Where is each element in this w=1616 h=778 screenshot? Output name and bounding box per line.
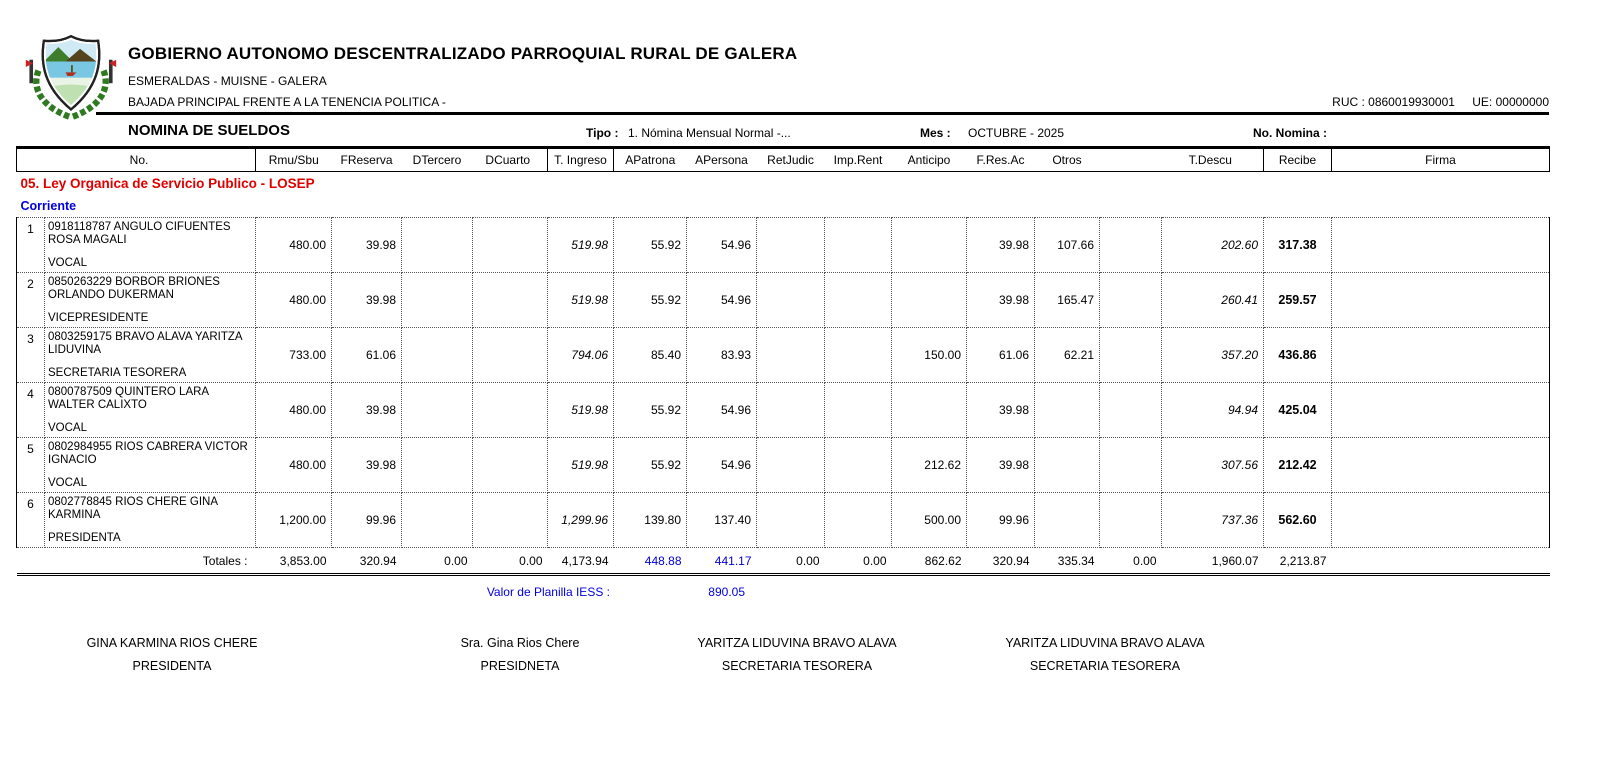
imprent-cell bbox=[825, 273, 892, 328]
retjudic-cell bbox=[757, 383, 825, 438]
employee-id-name: 0918118787 ANGULO CIFUENTES ROSA MAGALI bbox=[48, 220, 231, 246]
dcuarto-cell bbox=[473, 328, 548, 383]
col-header-blank bbox=[1100, 148, 1162, 172]
total-otros: 335.34 bbox=[1035, 548, 1100, 575]
employee-row bbox=[17, 493, 1550, 548]
employee-name-wrap bbox=[45, 494, 255, 547]
dtercero-cell bbox=[402, 493, 473, 548]
apatrona-cell: 55.92 bbox=[614, 273, 687, 328]
fresac-cell: 39.98 bbox=[967, 218, 1035, 273]
employee-name-cell bbox=[45, 218, 256, 273]
extra-cell bbox=[1100, 218, 1162, 273]
tdescu-cell: 202.60 bbox=[1162, 218, 1264, 273]
apersona-cell: 54.96 bbox=[687, 438, 757, 493]
dcuarto-cell bbox=[473, 218, 548, 273]
firma-cell bbox=[1332, 383, 1550, 438]
employee-row bbox=[17, 383, 1550, 438]
dtercero-cell bbox=[402, 438, 473, 493]
imprent-cell bbox=[825, 328, 892, 383]
org-coat-of-arms-logo bbox=[24, 32, 118, 120]
imprent-cell bbox=[825, 218, 892, 273]
col-header-tdescu: T.Descu bbox=[1162, 148, 1264, 172]
tingreso-cell: 519.98 bbox=[548, 383, 614, 438]
col-header-apersona: APersona bbox=[687, 148, 757, 172]
tingreso-cell: 519.98 bbox=[548, 273, 614, 328]
freserva-cell: 39.98 bbox=[332, 218, 402, 273]
employee-position: PRESIDENTA bbox=[48, 531, 121, 544]
total-dcuarto: 0.00 bbox=[473, 548, 548, 575]
otros-cell bbox=[1035, 383, 1100, 438]
tdescu-cell: 260.41 bbox=[1162, 273, 1264, 328]
fresac-cell: 39.98 bbox=[967, 273, 1035, 328]
dcuarto-cell bbox=[473, 383, 548, 438]
otros-cell bbox=[1035, 493, 1100, 548]
col-header-firma: Firma bbox=[1332, 148, 1550, 172]
anticipo-cell: 500.00 bbox=[892, 493, 967, 548]
dtercero-cell bbox=[402, 273, 473, 328]
tipo-label: Tipo : bbox=[586, 126, 619, 140]
freserva-cell: 99.96 bbox=[332, 493, 402, 548]
otros-cell: 165.47 bbox=[1035, 273, 1100, 328]
apersona-cell: 54.96 bbox=[687, 383, 757, 438]
anticipo-cell: 212.62 bbox=[892, 438, 967, 493]
retjudic-cell bbox=[757, 328, 825, 383]
employee-position: SECRETARIA TESORERA bbox=[48, 366, 187, 379]
employee-position: VOCAL bbox=[48, 476, 87, 489]
freserva-cell: 39.98 bbox=[332, 273, 402, 328]
total-apersona: 441.17 bbox=[687, 548, 757, 575]
anticipo-cell bbox=[892, 383, 967, 438]
total-extra: 0.00 bbox=[1100, 548, 1162, 575]
tdescu-cell: 307.56 bbox=[1162, 438, 1264, 493]
tdescu-cell: 357.20 bbox=[1162, 328, 1264, 383]
imprent-cell bbox=[825, 438, 892, 493]
apersona-cell: 83.93 bbox=[687, 328, 757, 383]
firma-cell bbox=[1332, 493, 1550, 548]
apersona-cell: 54.96 bbox=[687, 218, 757, 273]
mes-label: Mes : bbox=[920, 126, 951, 140]
otros-cell: 62.21 bbox=[1035, 328, 1100, 383]
col-header-otros: Otros bbox=[1035, 148, 1100, 172]
col-header-recibe: Recibe bbox=[1264, 148, 1332, 172]
signature-name: YARITZA LIDUVINA BRAVO ALAVA bbox=[697, 636, 897, 650]
total-fresac: 320.94 bbox=[967, 548, 1035, 575]
rmu-cell: 480.00 bbox=[256, 273, 332, 328]
employee-position: VOCAL bbox=[48, 256, 87, 269]
total-anticipo: 862.62 bbox=[892, 548, 967, 575]
imprent-cell bbox=[825, 493, 892, 548]
tingreso-cell: 519.98 bbox=[548, 218, 614, 273]
row-number-cell: 3 bbox=[17, 328, 45, 383]
anticipo-cell: 150.00 bbox=[892, 328, 967, 383]
employee-name-cell bbox=[45, 328, 256, 383]
col-header-no: No. bbox=[17, 148, 256, 172]
employee-row bbox=[17, 328, 1550, 383]
planilla-iess-value: 890.05 bbox=[708, 585, 745, 599]
report-title: NOMINA DE SUELDOS bbox=[128, 122, 290, 139]
section-title: 05. Ley Organica de Servicio Publico - LOSEP bbox=[20, 175, 315, 191]
dcuarto-cell bbox=[473, 493, 548, 548]
col-header-freserva: FReserva bbox=[332, 148, 402, 172]
col-header-dtercero: DTercero bbox=[402, 148, 473, 172]
ruc-value: RUC : 0860019930001 bbox=[1332, 95, 1455, 109]
dcuarto-cell bbox=[473, 273, 548, 328]
employee-row bbox=[17, 273, 1550, 328]
employee-name-wrap bbox=[45, 219, 255, 272]
extra-cell bbox=[1100, 438, 1162, 493]
employee-name-wrap bbox=[45, 329, 255, 382]
total-freserva: 320.94 bbox=[332, 548, 402, 575]
dtercero-cell bbox=[402, 218, 473, 273]
group-title-row bbox=[17, 195, 1550, 218]
employee-id-name: 0802984955 RIOS CABRERA VICTOR IGNACIO bbox=[48, 440, 248, 466]
row-number-cell: 5 bbox=[17, 438, 45, 493]
apersona-cell: 54.96 bbox=[687, 273, 757, 328]
signature-block bbox=[945, 636, 1265, 673]
employee-row bbox=[17, 438, 1550, 493]
signature-title: PRESIDNETA bbox=[480, 659, 560, 673]
freserva-cell: 61.06 bbox=[332, 328, 402, 383]
recibe-cell: 317.38 bbox=[1264, 218, 1332, 273]
rmu-cell: 480.00 bbox=[256, 218, 332, 273]
otros-cell bbox=[1035, 438, 1100, 493]
col-header-dcuarto: DCuarto bbox=[473, 148, 548, 172]
tdescu-cell: 737.36 bbox=[1162, 493, 1264, 548]
header-divider bbox=[96, 112, 1549, 115]
tdescu-cell: 94.94 bbox=[1162, 383, 1264, 438]
fresac-cell: 99.96 bbox=[967, 493, 1035, 548]
col-header-rmu-sbu: Rmu/Sbu bbox=[256, 148, 332, 172]
col-header-imprent: Imp.Rent bbox=[825, 148, 892, 172]
table-header-row bbox=[17, 148, 1550, 172]
apatrona-cell: 139.80 bbox=[614, 493, 687, 548]
fresac-cell: 39.98 bbox=[967, 383, 1035, 438]
nomina-number-label: No. Nomina : bbox=[1253, 126, 1327, 140]
total-imprent: 0.00 bbox=[825, 548, 892, 575]
ruc-line bbox=[1332, 95, 1549, 109]
row-number-cell: 6 bbox=[17, 493, 45, 548]
tingreso-cell: 519.98 bbox=[548, 438, 614, 493]
apatrona-cell: 85.40 bbox=[614, 328, 687, 383]
row-number-cell: 1 bbox=[17, 218, 45, 273]
totals-row bbox=[17, 548, 1550, 575]
employee-name-wrap bbox=[45, 274, 255, 327]
tingreso-cell: 1,299.96 bbox=[548, 493, 614, 548]
firma-cell bbox=[1332, 328, 1550, 383]
signature-block bbox=[12, 636, 332, 673]
employee-id-name: 0800787509 QUINTERO LARA WALTER CALIXTO bbox=[48, 385, 209, 411]
signature-title: SECRETARIA TESORERA bbox=[721, 659, 873, 673]
signature-name: YARITZA LIDUVINA BRAVO ALAVA bbox=[1005, 636, 1205, 650]
rmu-cell: 733.00 bbox=[256, 328, 332, 383]
employee-id-name: 0850263229 BORBOR BRIONES ORLANDO DUKERMAN bbox=[48, 275, 220, 301]
recibe-cell: 259.57 bbox=[1264, 273, 1332, 328]
dcuarto-cell bbox=[473, 438, 548, 493]
freserva-cell: 39.98 bbox=[332, 383, 402, 438]
total-rmu: 3,853.00 bbox=[256, 548, 332, 575]
total-tdescu: 1,960.07 bbox=[1162, 548, 1264, 575]
employee-name-wrap bbox=[45, 439, 255, 492]
apatrona-cell: 55.92 bbox=[614, 218, 687, 273]
employee-name-cell bbox=[45, 273, 256, 328]
recibe-cell: 425.04 bbox=[1264, 383, 1332, 438]
total-tingreso: 4,173.94 bbox=[548, 548, 614, 575]
apersona-cell: 137.40 bbox=[687, 493, 757, 548]
employee-row bbox=[17, 218, 1550, 273]
apatrona-cell: 55.92 bbox=[614, 383, 687, 438]
retjudic-cell bbox=[757, 218, 825, 273]
extra-cell bbox=[1100, 493, 1162, 548]
retjudic-cell bbox=[757, 273, 825, 328]
org-address: BAJADA PRINCIPAL FRENTE A LA TENENCIA POLITICA - bbox=[128, 95, 446, 109]
retjudic-cell bbox=[757, 438, 825, 493]
dtercero-cell bbox=[402, 383, 473, 438]
section-title-row bbox=[17, 172, 1550, 195]
payroll-table bbox=[16, 146, 1550, 576]
employee-name-wrap bbox=[45, 384, 255, 437]
signature-block bbox=[360, 636, 680, 673]
total-retjudic: 0.00 bbox=[757, 548, 825, 575]
firma-cell bbox=[1332, 438, 1550, 493]
signature-title: PRESIDENTA bbox=[132, 659, 212, 673]
org-name: GOBIERNO AUTONOMO DESCENTRALIZADO PARROQUIAL RURAL DE GALERA bbox=[128, 44, 798, 63]
freserva-cell: 39.98 bbox=[332, 438, 402, 493]
mes-value: OCTUBRE - 2025 bbox=[968, 126, 1065, 140]
total-apatrona: 448.88 bbox=[614, 548, 687, 575]
extra-cell bbox=[1100, 273, 1162, 328]
anticipo-cell bbox=[892, 273, 967, 328]
rmu-cell: 480.00 bbox=[256, 383, 332, 438]
employee-name-cell bbox=[45, 438, 256, 493]
signature-name: GINA KARMINA RIOS CHERE bbox=[86, 636, 258, 650]
otros-cell: 107.66 bbox=[1035, 218, 1100, 273]
row-number-cell: 4 bbox=[17, 383, 45, 438]
totals-label: Totales : bbox=[17, 548, 256, 575]
employee-position: VICEPRESIDENTE bbox=[48, 311, 149, 324]
signature-block bbox=[637, 636, 957, 673]
employee-name-cell bbox=[45, 493, 256, 548]
ue-value: UE: 00000000 bbox=[1472, 95, 1549, 109]
col-header-anticipo: Anticipo bbox=[892, 148, 967, 172]
tingreso-cell: 794.06 bbox=[548, 328, 614, 383]
extra-cell bbox=[1100, 328, 1162, 383]
total-dtercero: 0.00 bbox=[402, 548, 473, 575]
total-firma-blank bbox=[1332, 548, 1550, 575]
signature-title: SECRETARIA TESORERA bbox=[1029, 659, 1181, 673]
anticipo-cell bbox=[892, 218, 967, 273]
tipo-value: 1. Nómina Mensual Normal -... bbox=[628, 126, 791, 140]
employee-id-name: 0803259175 BRAVO ALAVA YARITZA LIDUVINA bbox=[48, 330, 242, 356]
dtercero-cell bbox=[402, 328, 473, 383]
total-recibe: 2,213.87 bbox=[1264, 548, 1332, 575]
imprent-cell bbox=[825, 383, 892, 438]
employee-id-name: 0802778845 RIOS CHERE GINA KARMINA bbox=[48, 495, 218, 521]
rmu-cell: 480.00 bbox=[256, 438, 332, 493]
planilla-iess-label: Valor de Planilla IESS : bbox=[486, 585, 610, 599]
col-header-retjudic: RetJudic bbox=[757, 148, 825, 172]
firma-cell bbox=[1332, 273, 1550, 328]
rmu-cell: 1,200.00 bbox=[256, 493, 332, 548]
extra-cell bbox=[1100, 383, 1162, 438]
fresac-cell: 61.06 bbox=[967, 328, 1035, 383]
employee-name-cell bbox=[45, 383, 256, 438]
group-title: Corriente bbox=[20, 198, 77, 213]
employee-position: VOCAL bbox=[48, 421, 87, 434]
fresac-cell: 39.98 bbox=[967, 438, 1035, 493]
signature-name: Sra. Gina Rios Chere bbox=[460, 636, 580, 650]
col-header-t-ingreso: T. Ingreso bbox=[548, 148, 614, 172]
apatrona-cell: 55.92 bbox=[614, 438, 687, 493]
org-location: ESMERALDAS - MUISNE - GALERA bbox=[128, 74, 327, 88]
row-number-cell: 2 bbox=[17, 273, 45, 328]
col-header-apatrona: APatrona bbox=[614, 148, 687, 172]
recibe-cell: 562.60 bbox=[1264, 493, 1332, 548]
recibe-cell: 212.42 bbox=[1264, 438, 1332, 493]
firma-cell bbox=[1332, 218, 1550, 273]
retjudic-cell bbox=[757, 493, 825, 548]
col-header-fresac: F.Res.Ac bbox=[967, 148, 1035, 172]
recibe-cell: 436.86 bbox=[1264, 328, 1332, 383]
